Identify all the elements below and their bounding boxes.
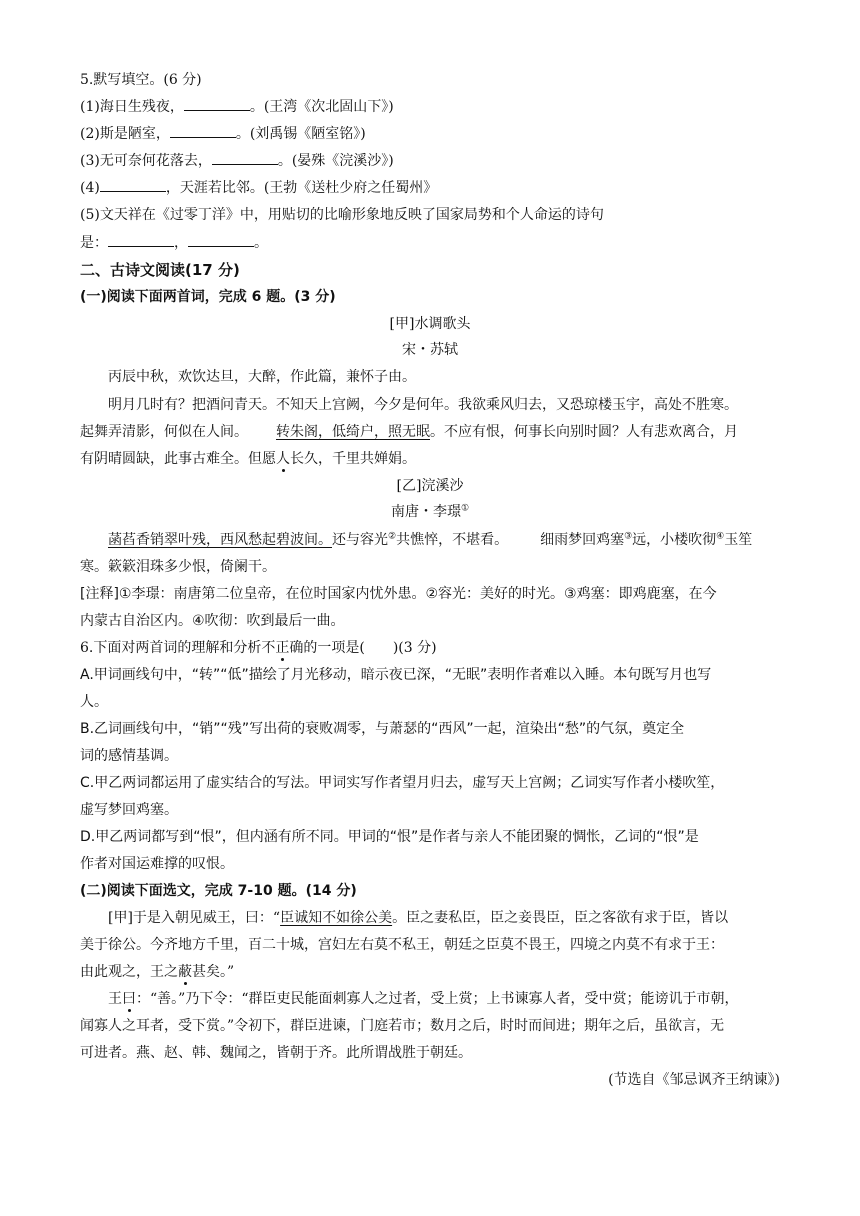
prose-text: 王 [108, 991, 122, 1007]
poem-a-text: 有阴晴圆缺，此事古难全。但愿 [80, 451, 276, 467]
poem-b-text: 还与容光 [332, 532, 388, 548]
footnote-marker: ③ [624, 531, 633, 542]
prose-text: ：“善。”乃下令：“群臣吏民能面刺寡人之过者，受上赏；上书谏寡人者，受中赏；能谤讥于市朝， [136, 991, 739, 1007]
option-d-line-1[interactable]: D.甲乙两词都写到“恨”，但内涵有所不同。甲词的“恨”是作者与亲人不能团聚的惆怅，乙词的“恨”是 [80, 829, 699, 845]
q5-item-1 [80, 96, 394, 117]
poem-b-author-name: 南唐・李璟 [390, 504, 461, 520]
prose-line-5: 闻寡人之耳者，受下赏。”令初下，群臣进谏，门庭若市；数月之后，时时而间进；期年之后，虽欲言，无 [80, 1018, 725, 1034]
notes-line-2: 内蒙古自治区内。④吹彻：吹到最后一曲。 [80, 613, 345, 629]
comma: ， [174, 235, 188, 251]
q5-item-5-label: 是： [80, 235, 108, 251]
answer-blank[interactable] [100, 177, 166, 192]
q5-item-5-line1: (5)文天祥在《过零丁洋》中，用贴切的比喻形象地反映了国家局势和个人命运的诗句 [80, 207, 604, 223]
prose-underlined-sentence: 臣诚知不如徐公美 [280, 910, 393, 926]
poem-a-text: 长久，千里共婵娟。 [290, 451, 416, 467]
answer-blank[interactable] [212, 150, 278, 165]
q5-item-3-source: 。(晏殊《浣溪沙》) [277, 153, 394, 169]
poem-b-underlined-line: 菡萏香销翠叶残，西风愁起碧波间。 [108, 532, 332, 548]
part-2-title: (二)阅读下面选文，完成 7-10 题。(14 分) [80, 883, 357, 899]
footnote-marker: ④ [716, 531, 725, 542]
poem-a-line-3 [80, 449, 416, 469]
q6-stem-text: 的一项是( [303, 640, 365, 656]
prose-source: (节选自《邹忌讽齐王纳谏》) [608, 1072, 780, 1088]
poem-b-author [0, 502, 860, 522]
poem-a-line-2 [80, 422, 738, 442]
prose-text: 甚矣。” [192, 964, 235, 980]
q5-item-3-text: (3)无可奈何花落去， [80, 153, 212, 169]
option-b-line-1[interactable]: B.乙词画线句中，“销”“残”写出荷的衰败凋零，与萧瑟的“西风”一起，渲染出“愁”的气氛，奠定全 [80, 721, 685, 737]
poem-a-line-1: 明月几时有？把酒问青天。不知天上宫阙，今夕是何年。我欲乘风归去，又恐琼楼玉宇，高处不胜寒。 [108, 397, 738, 413]
poem-b-text: 共憔悴，不堪看。 [396, 532, 509, 548]
q5-item-1-source: 。(王湾《次北固山下》) [249, 99, 394, 115]
dotted-emphasis: 不正确 [261, 640, 304, 656]
notes-line-1: [注释]①李璟：南唐第二位皇帝，在位时国家内忧外患。②容光：美好的时光。③鸡塞：即鸡鹿塞，在今 [80, 586, 717, 602]
poem-a-text: 。不应有恨，何事长向别时圆？人有悲欢离合，月 [430, 424, 738, 440]
dotted-character: 蔽 [178, 964, 192, 980]
dotted-character: 人 [276, 451, 290, 467]
prose-line-2: 美于徐公。今齐地方千里，百二十城，宫妇左右莫不私王，朝廷之臣莫不畏王，四境之内莫不有求于王： [80, 937, 724, 953]
period: 。 [254, 235, 268, 251]
option-a-line-2[interactable]: 人。 [80, 694, 108, 710]
q5-item-2-source: 。(刘禹锡《陋室铭》) [235, 126, 366, 142]
prose-line-4 [108, 989, 738, 1009]
q5-item-5-line2 [80, 232, 268, 253]
answer-blank[interactable] [188, 232, 254, 247]
q6-score: )(3 分) [392, 640, 437, 656]
option-c-line-2[interactable]: 虚写梦回鸡塞。 [80, 802, 178, 818]
poem-b-text: 玉笙 [724, 532, 753, 548]
q5-item-4 [80, 177, 437, 198]
option-a-line-1[interactable]: A.甲词画线句中，“转”“低”描绘了月光移动，暗示夜已深，“无眠”表明作者难以入睡。本句既写月也写 [80, 667, 712, 683]
poem-b-text: 远，小楼吹彻 [632, 532, 717, 548]
option-d-line-2[interactable]: 作者对国运难撑的叹恨。 [80, 856, 234, 872]
q5-item-3 [80, 150, 394, 171]
dotted-character: 曰 [122, 991, 136, 1007]
option-b-line-2[interactable]: 词的感情基调。 [80, 748, 178, 764]
poem-b-line-1 [108, 530, 752, 550]
q5-item-2-text: (2)斯是陋室， [80, 126, 170, 142]
q5-item-2 [80, 123, 366, 144]
poem-a-text: 起舞弄清影，何似在人间。 [80, 424, 248, 440]
poem-a-preface: 丙辰中秋，欢饮达旦，大醉，作此篇，兼怀子由。 [108, 369, 416, 385]
part-1-title: (一)阅读下面两首词，完成 6 题。(3 分) [80, 289, 336, 305]
footnote-marker: ② [388, 531, 397, 542]
section-2-title: 二、古诗文阅读(17 分) [80, 261, 240, 279]
q6-stem [80, 638, 437, 658]
footnote-marker: ① [460, 503, 470, 514]
poem-a-author: 宋・苏轼 [402, 342, 458, 358]
q5-item-4-text: (4) [80, 180, 100, 196]
q5-title: 5.默写填空。(6 分) [80, 72, 202, 88]
answer-blank[interactable] [184, 96, 250, 111]
poem-a-underlined-line: 转朱阁，低绮户，照无眠 [276, 424, 430, 440]
poem-b-line-2: 寒。簌簌泪珠多少恨，倚阑干。 [80, 559, 276, 575]
prose-line-1 [108, 908, 728, 928]
answer-blank[interactable] [108, 232, 174, 247]
prose-text: 由此观之，王之 [80, 964, 178, 980]
prose-text: [甲]于是入朝见威王，曰：“ [108, 910, 281, 926]
poem-a-title: [甲]水调歌头 [389, 316, 471, 332]
answer-blank[interactable] [170, 123, 236, 138]
q5-item-1-text: (1)海日生残夜， [80, 99, 184, 115]
option-c-line-1[interactable]: C.甲乙两词都运用了虚实结合的写法。甲词实写作者望月归去，虚写天上宫阙；乙词实写作者小楼吹笙， [80, 775, 725, 791]
prose-line-6: 可进者。燕、赵、韩、魏闻之，皆朝于齐。此所谓战胜于朝廷。 [80, 1045, 472, 1061]
q5-item-4-source: ，天涯若比邻。(王勃《送杜少府之任蜀州》 [165, 180, 438, 196]
poem-b-text: 细雨梦回鸡塞 [540, 532, 625, 548]
poem-b-title: [乙]浣溪沙 [396, 478, 464, 494]
prose-text: 。臣之妻私臣，臣之妾畏臣，臣之客欲有求于臣，皆以 [392, 910, 729, 926]
prose-line-3 [80, 962, 234, 982]
q6-stem-text: 6.下面对两首词的理解和分析 [80, 640, 262, 656]
